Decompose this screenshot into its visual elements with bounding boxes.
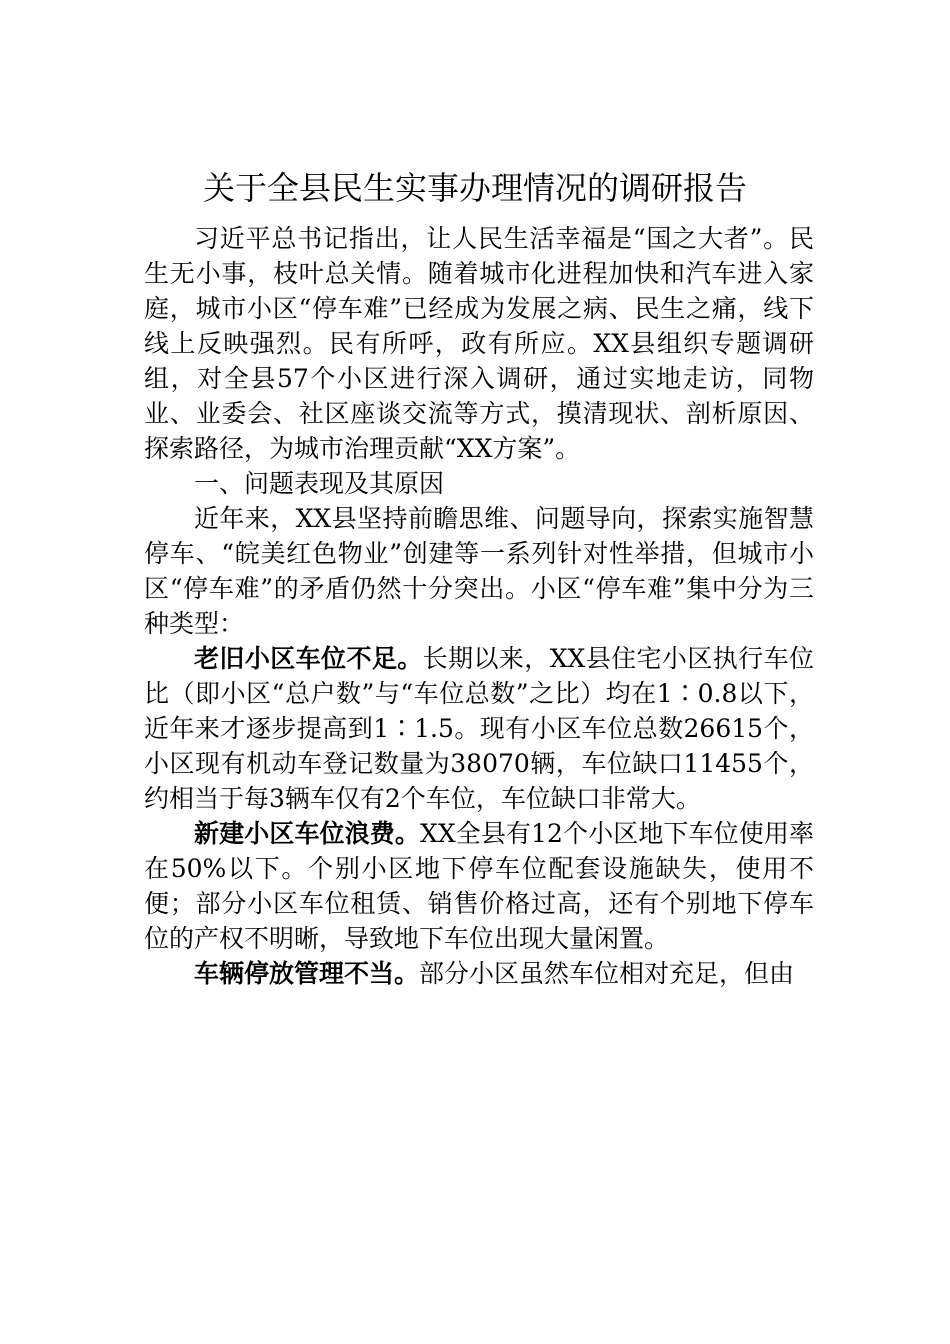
section-paragraph: 近年来，XX县坚持前瞻思维、问题导向，探索实施智慧停车、“皖美红色物业”创建等一系列针对性举措，但城市小区“停车难”的矛盾仍然十分突出。小区“停车难”集中分为三种类型： [144,504,814,638]
document-title: 关于全县民生实事办理情况的调研报告 [202,169,747,207]
item-lead: 新建小区车位浪费。 [194,819,421,848]
intro-paragraph: 习近平总书记指出，让人民生活幸福是“国之大者”。民生无小事，枝叶总关情。随着城市化进程加快和汽车进入家庭，城市小区“停车难”已经成为发展之病、民生之痛，线下线上反映强烈。民有所呼，政有所应。XX县组织专题调研组，对全县57个小区进行深入调研，通过实地走访，同物业、业委会、社区座谈交流等方式，摸清现状、剖析原因、探索路径，为城市治理贡献“XX方案”。 [144,224,814,463]
item-lead: 老旧小区车位不足。 [194,644,423,673]
section-heading: 一、问题表现及其原因 [194,469,445,498]
item-lead: 车辆停放管理不当。 [194,959,420,988]
item-text: XX全县有12个小区地下车位使用率在50%以下。个别小区地下停车位配套设施缺失，使用不便；部分小区车位租赁、销售价格过高，还有个别地下停车位的产权不明晰，导致地下车位出现大量闲置。 [144,819,814,953]
item-text: 部分小区虽然车位相对充足，但由 [419,959,795,988]
item-text: 长期以来，XX县住宅小区执行车位比（即小区“总户数”与“车位总数”之比）均在1∶0.8以下，近年来才逐步提高到1∶1.5。现有小区车位总数26615个，小区现有机动车登记数量为38070辆，车位缺口11455个，约相当于每3辆车仅有2个车位，车位缺口非常大。 [144,644,814,813]
document-body [144,221,814,991]
list-item-parking-management [144,956,814,991]
list-item-new-communities [144,816,814,956]
list-item-old-communities [144,641,814,816]
